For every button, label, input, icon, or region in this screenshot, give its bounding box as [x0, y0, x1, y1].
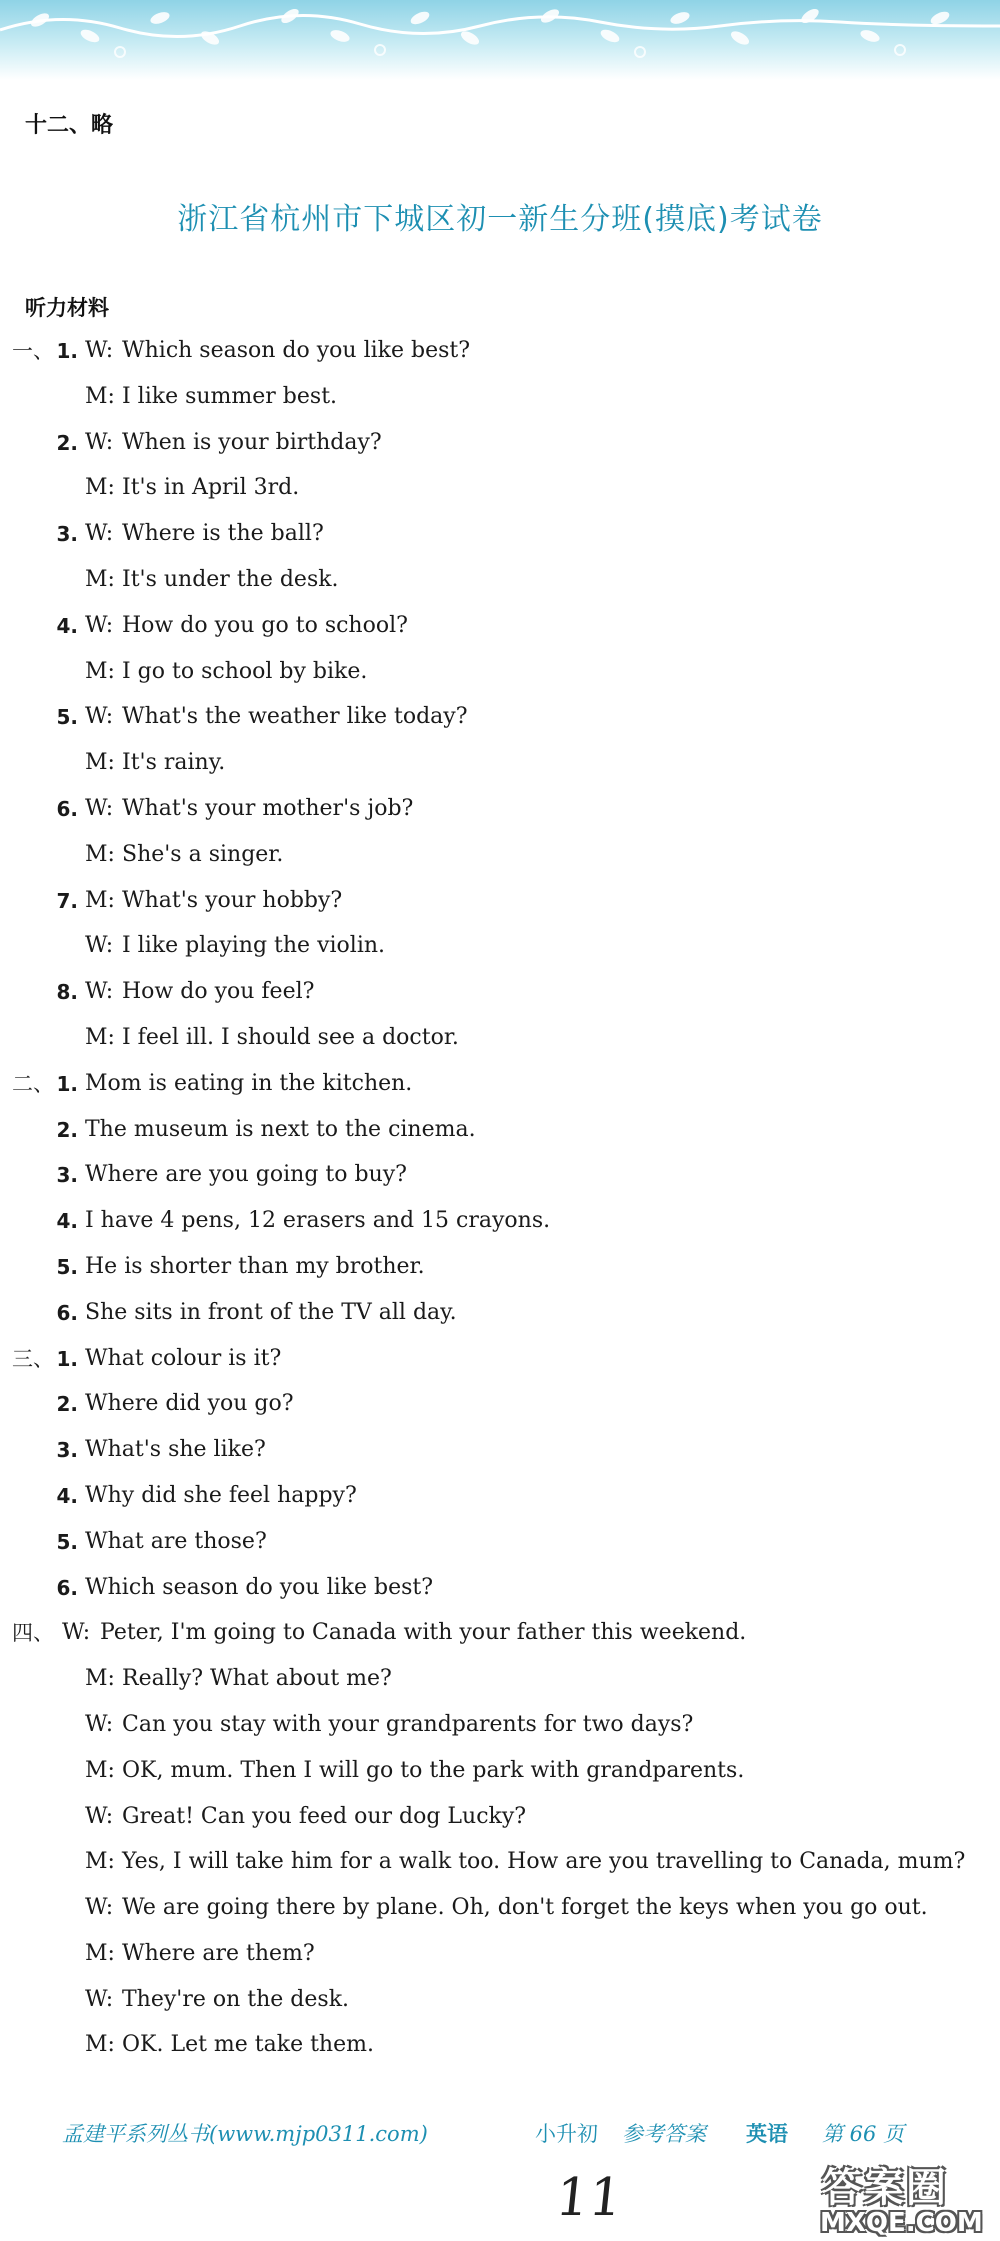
speaker-label: M:: [85, 750, 115, 776]
transcript-line: [0, 1797, 1000, 1843]
line-text: It's in April 3rd.: [122, 475, 300, 501]
transcript-line: [0, 560, 1000, 606]
item-number: 1.: [56, 1346, 78, 1371]
speaker-label: W:: [85, 1803, 114, 1829]
transcript-line: [0, 697, 1000, 743]
speaker-label: W:: [85, 612, 114, 638]
speaker-label: W:: [85, 1711, 114, 1737]
transcript-line: [0, 881, 1000, 927]
speaker-label: W:: [62, 1620, 91, 1646]
item-number: 6.: [56, 1575, 78, 1600]
line-text: Can you stay with your grandparents for two days?: [122, 1711, 694, 1737]
transcript-line: [0, 2025, 1000, 2071]
footer-series: 孟建平系列丛书(www.mjp0311.com): [62, 2122, 428, 2146]
section-number: 一、: [12, 339, 54, 363]
speaker-label: M:: [85, 841, 115, 867]
speaker-label: M:: [85, 1024, 115, 1050]
transcript-line: [0, 1110, 1000, 1156]
transcript-line: [0, 789, 1000, 835]
speaker-label: M:: [85, 1666, 115, 1692]
transcript-line: [0, 1247, 1000, 1293]
item-number: 3.: [56, 1163, 78, 1188]
line-text: What's the weather like today?: [122, 704, 468, 730]
item-number: 5.: [56, 1529, 78, 1554]
transcript-line: [0, 972, 1000, 1018]
line-text: I like summer best.: [122, 383, 338, 409]
line-text: I go to school by bike.: [122, 658, 368, 684]
line-text: It's under the desk.: [122, 566, 339, 592]
transcript-line: [0, 1980, 1000, 2026]
transcript-line: [0, 377, 1000, 423]
item-number: 5.: [56, 705, 78, 730]
line-text: What's she like?: [85, 1437, 266, 1463]
speaker-label: W:: [85, 704, 114, 730]
speaker-label: M:: [85, 475, 115, 501]
handwritten-mark: 11: [552, 2168, 626, 2228]
item-number: 4.: [56, 613, 78, 638]
footer-page-number: 第 66 页: [822, 2122, 905, 2146]
line-text: I have 4 pens, 12 erasers and 15 crayons.: [85, 1208, 551, 1234]
section-number: 三、: [12, 1346, 54, 1371]
line-text: Where is the ball?: [122, 521, 324, 547]
line-text: Great! Can you feed our dog Lucky?: [122, 1803, 527, 1829]
line-text: I feel ill. I should see a doctor.: [122, 1024, 459, 1050]
transcript-line: [0, 1201, 1000, 1247]
line-text: The museum is next to the cinema.: [85, 1116, 476, 1142]
transcript-line: [0, 1430, 1000, 1476]
transcript-line: [0, 652, 1000, 698]
transcript-line: [0, 1064, 1000, 1110]
speaker-label: W:: [85, 933, 114, 959]
line-text: Yes, I will take him for a walk too. How are you travelling to Canada, mum?: [122, 1849, 966, 1875]
speaker-label: W:: [85, 521, 114, 547]
line-text: Peter, I'm going to Canada with your father this weekend.: [100, 1620, 747, 1646]
line-text: Where are you going to buy?: [85, 1162, 407, 1188]
speaker-label: M:: [85, 2032, 115, 2058]
transcript-line: [0, 1659, 1000, 1705]
watermark-top-text: 答案圈: [822, 2165, 948, 2211]
line-text: They're on the desk.: [122, 1986, 350, 2012]
item-number: 1.: [56, 1071, 78, 1096]
watermark-logo: [820, 2156, 1000, 2241]
item-number: 8.: [56, 980, 78, 1005]
transcript-line: [0, 1476, 1000, 1522]
transcript-line: [0, 331, 1000, 377]
speaker-label: M:: [85, 658, 115, 684]
speaker-label: M:: [85, 1757, 115, 1783]
speaker-label: W:: [85, 338, 114, 363]
transcript-line: [0, 1888, 1000, 1934]
speaker-label: M:: [85, 383, 115, 409]
transcript-line: [0, 423, 1000, 469]
speaker-label: W:: [85, 979, 114, 1005]
line-text: Really? What about me?: [122, 1666, 392, 1692]
item-number: 7.: [56, 888, 78, 913]
footer-answers: 参考答案: [622, 2122, 706, 2146]
previous-section-note: 十二、略: [25, 113, 114, 138]
section-number: 四、: [12, 1621, 54, 1646]
transcript-line: [0, 1934, 1000, 1980]
speaker-label: W:: [85, 1895, 114, 1921]
line-text: It's rainy.: [122, 750, 226, 776]
line-text: How do you go to school?: [122, 612, 408, 638]
item-number: 1.: [56, 339, 78, 363]
item-number: 2.: [56, 1392, 78, 1417]
line-text: She's a singer.: [122, 841, 284, 867]
line-text: OK, mum. Then I will go to the park with grandparents.: [122, 1757, 745, 1783]
line-text: Why did she feel happy?: [85, 1482, 357, 1508]
vine-ornament: [0, 0, 1000, 80]
line-text: She sits in front of the TV all day.: [85, 1299, 457, 1325]
speaker-label: M:: [85, 1849, 115, 1875]
section-number: 二、: [12, 1071, 54, 1096]
transcript-line: [0, 1705, 1000, 1751]
decorative-banner: [0, 0, 1000, 80]
item-number: 2.: [56, 1117, 78, 1142]
line-text: What's your hobby?: [122, 887, 343, 913]
item-number: 3.: [56, 1438, 78, 1463]
watermark-bottom-text: MXQE.COM: [820, 2208, 983, 2238]
footer-subject: 英语: [746, 2122, 788, 2146]
listening-transcript: [0, 331, 1000, 2071]
transcript-line: [0, 606, 1000, 652]
speaker-label: W:: [85, 795, 114, 821]
item-number: 4.: [56, 1209, 78, 1234]
item-number: 6.: [56, 796, 78, 821]
transcript-line: [0, 1293, 1000, 1339]
exam-title: 浙江省杭州市下城区初一新生分班(摸底)考试卷: [177, 202, 823, 237]
transcript-line: [0, 1384, 1000, 1430]
line-text: We are going there by plane. Oh, don't forget the keys when you go out.: [122, 1895, 928, 1921]
line-text: Where did you go?: [85, 1391, 294, 1417]
item-number: 3.: [56, 522, 78, 547]
line-text: What's your mother's job?: [122, 795, 414, 821]
transcript-line: [0, 926, 1000, 972]
item-number: 4.: [56, 1483, 78, 1508]
line-text: When is your birthday?: [122, 429, 382, 455]
footer-grade: 小升初: [535, 2122, 598, 2146]
transcript-line: [0, 468, 1000, 514]
line-text: How do you feel?: [122, 979, 315, 1005]
line-text: Which season do you like best?: [122, 338, 471, 363]
speaker-label: M:: [85, 887, 115, 913]
transcript-line: [0, 1751, 1000, 1797]
line-text: Mom is eating in the kitchen.: [85, 1070, 413, 1096]
transcript-line: [0, 514, 1000, 560]
line-text: He is shorter than my brother.: [85, 1253, 425, 1279]
transcript-line: [0, 1613, 1000, 1659]
transcript-line: [0, 743, 1000, 789]
line-text: I like playing the violin.: [122, 933, 386, 959]
item-number: 2.: [56, 430, 78, 455]
line-text: Which season do you like best?: [85, 1574, 434, 1600]
speaker-label: M:: [85, 1940, 115, 1966]
speaker-label: W:: [85, 1986, 114, 2012]
transcript-line: [0, 1155, 1000, 1201]
line-text: What are those?: [85, 1528, 267, 1554]
line-text: Where are them?: [122, 1940, 315, 1966]
speaker-label: M:: [85, 566, 115, 592]
line-text: What colour is it?: [85, 1345, 282, 1371]
transcript-line: [0, 1842, 1000, 1888]
transcript-line: [0, 1018, 1000, 1064]
item-number: 6.: [56, 1300, 78, 1325]
transcript-line: [0, 1522, 1000, 1568]
transcript-line: [0, 1339, 1000, 1385]
page-footer: [0, 2112, 1000, 2152]
transcript-line: [0, 1568, 1000, 1614]
listening-material-heading: 听力材料: [25, 296, 109, 320]
transcript-line: [0, 835, 1000, 881]
speaker-label: W:: [85, 429, 114, 455]
item-number: 5.: [56, 1254, 78, 1279]
line-text: OK. Let me take them.: [122, 2032, 374, 2058]
